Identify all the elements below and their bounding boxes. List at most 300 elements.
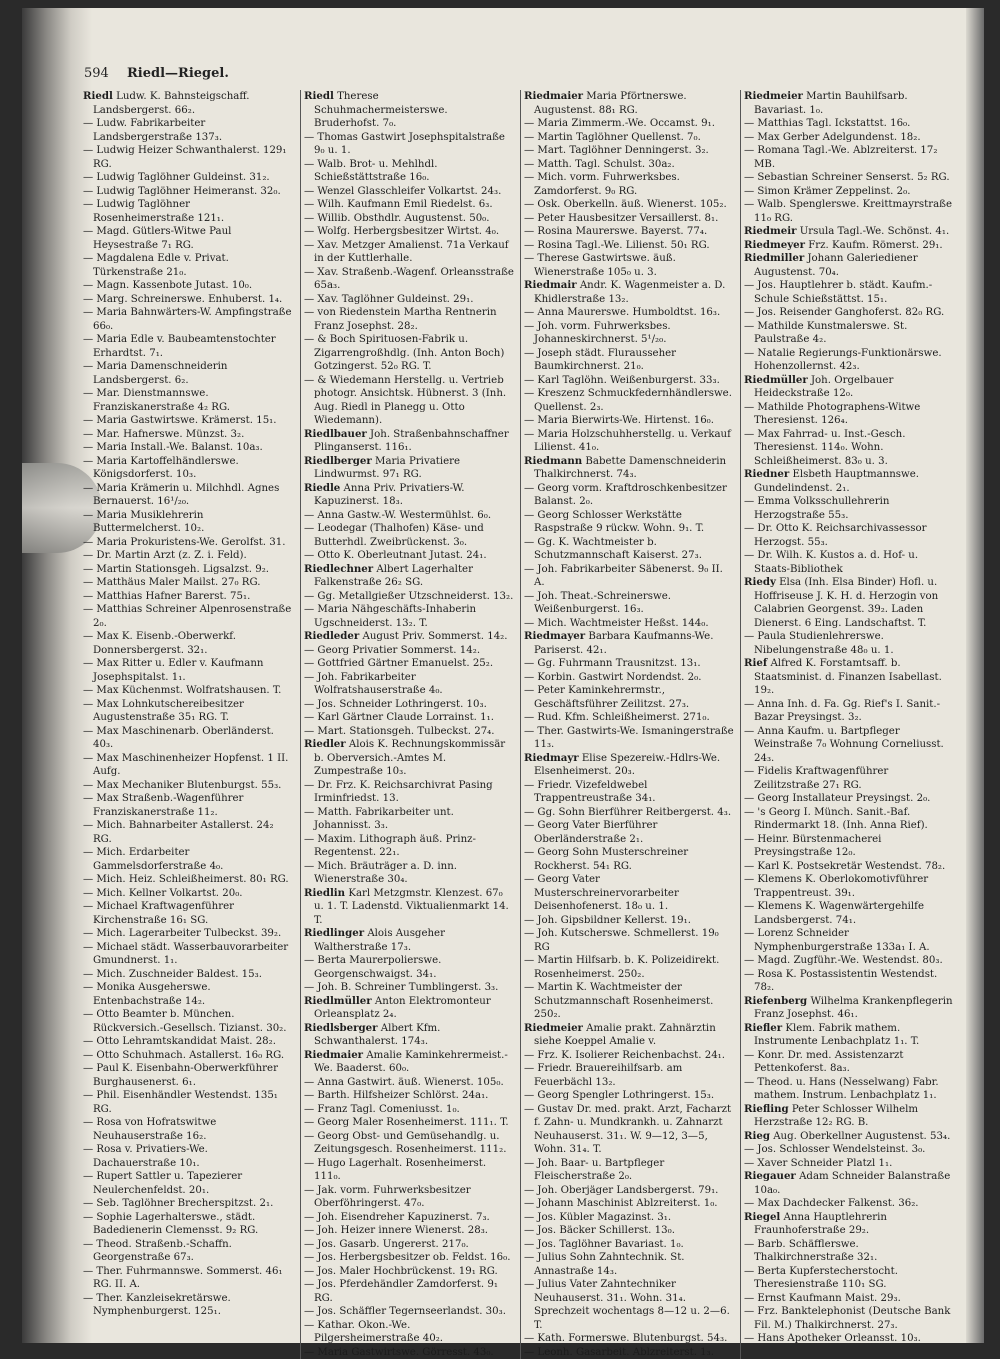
entry-text: — Gg. K. Wachtmeister b. Schutzmannschaft Kaiserst. 27₃. <box>524 537 702 562</box>
entry-text: — Joh. Gipsbildner Kellerst. 19₁. <box>524 915 691 926</box>
entry-surname: Riedlbauer <box>304 428 367 440</box>
directory-entry <box>304 158 514 185</box>
entry-text: — Mich. Bahnarbeiter Astallerst. 24₂ RG. <box>83 820 274 845</box>
directory-entry <box>304 239 514 266</box>
directory-entry <box>524 1332 734 1346</box>
entry-surname: Riedmeier <box>524 1022 583 1034</box>
entry-text: — Maria Zimmerm.-We. Occamst. 9₁. <box>524 118 715 129</box>
directory-entry <box>524 1197 734 1211</box>
directory-entry <box>83 1143 294 1170</box>
directory-entry <box>304 1089 514 1103</box>
directory-entry <box>83 171 294 185</box>
entry-text: — Martin K. Wachtmeister der Schutzmannschaft Rosenheimerst. 250₂. <box>524 982 713 1020</box>
entry-text: Adam Schneider Balanstraße 10a₀. <box>754 1171 950 1196</box>
entry-surname: Riedl <box>83 90 113 102</box>
entry-text: — Jos. Herbergsbesitzer ob. Feldst. 16₀. <box>304 1252 510 1263</box>
entry-text: Johann Galeriediener Augustenst. 70₄. <box>754 253 918 278</box>
entry-text: — Jos. Reisender Ganghoferst. 82₀ RG. <box>744 307 944 318</box>
directory-entry <box>304 1130 514 1157</box>
directory-entry <box>744 1305 954 1332</box>
entry-text: — Theod. u. Hans (Nesselwang) Fabr. mathem. Instrum. Lenbachplatz 1₁. <box>744 1077 939 1102</box>
entry-text: — Jos. Kübler Magazinst. 3₁. <box>524 1212 671 1223</box>
directory-entry <box>304 1211 514 1225</box>
directory-entry <box>524 684 734 711</box>
directory-entry <box>744 1238 954 1265</box>
entry-text: — Max Straßenb.-Wagenführer Franziskanerstraße 11₂. <box>83 793 243 818</box>
directory-entry <box>304 1265 514 1279</box>
entry-surname: Riedmaier <box>524 90 583 102</box>
entry-text: — Joh. Theat.-Schreinerswe. Weißenburgerst. 16₃. <box>524 591 671 616</box>
entry-text: Therese Schuhmachermeisterswe. Bruderhofst. 7₀. <box>314 91 448 129</box>
entry-text: — Xav. Straßenb.-Wagenf. Orleansstraße 65a₃. <box>304 267 514 292</box>
entry-text: — Jos. Hauptlehrer b. städt. Kaufm.-Schule Schießstättst. 15₁. <box>744 280 932 305</box>
entry-text: — Willib. Obsthdlr. Augustenst. 50₀. <box>304 213 490 224</box>
entry-text: — Peter Kaminkehrermstr., Geschäftsführer Zeilitzst. 27₃. <box>524 685 689 710</box>
entry-text: — Jos. Maler Hochbrückenst. 19₁ RG. <box>304 1266 498 1277</box>
entry-text: — Julius Vater Zahntechniker Neuhauserst. 31₁. Wohn. 31₄. Sprechzeit wochentags 8—12 u. 2—6. T. <box>524 1279 730 1331</box>
entry-text: — Max Mechaniker Blutenburgst. 55₃. <box>83 780 281 791</box>
entry-text: — Gustav Dr. med. prakt. Arzt, Facharzt f. Zahn- u. Mundkrankh. u. Zahnarzt Neuhauserst. 31₁. W. 9—12, 3—5, Wohn. 31₄. T. <box>524 1104 731 1156</box>
entry-text: — Magd. Zugführ.-We. Westendst. 80₃. <box>744 955 943 966</box>
directory-entry <box>83 306 294 333</box>
directory-entry <box>524 374 734 388</box>
entry-text: — Max K. Eisenb.-Oberwerkf. Donnersbergerst. 32₁. <box>83 631 236 656</box>
entry-surname: Riefenberg <box>744 995 807 1007</box>
directory-entry <box>304 549 514 563</box>
entry-text: — Max Gerber Adelgundenst. 18₂. <box>744 132 921 143</box>
directory-entry <box>304 185 514 199</box>
entry-text: — Jos. Schlosser Wendelsteinst. 3₀. <box>744 1144 925 1155</box>
directory-entry <box>304 1346 514 1359</box>
entry-text: — Ludw. Fabrikarbeiter Landsbergerstraße 137₃. <box>83 118 222 143</box>
entry-text: — Lorenz Schneider Nymphenburgerstraße 133a₁ I. A. <box>744 928 930 953</box>
entry-text: — Maria Gastwirtswe. Görresst. 43₀. <box>304 1347 494 1358</box>
directory-entry <box>524 1157 734 1184</box>
directory-entry <box>524 1238 734 1252</box>
page-title: Riedl—Riegel. <box>127 66 229 81</box>
directory-entry <box>524 846 734 873</box>
entry-text: — Dr. Martin Arzt (z. Z. i. Feld). <box>83 550 247 561</box>
entry-text: — Hans Apotheker Orleansst. 10₃. <box>744 1333 921 1344</box>
directory-entry <box>304 644 514 658</box>
entry-text: — Max Küchenmst. Wolfratshausen. T. <box>83 685 281 696</box>
directory-entry <box>744 860 954 874</box>
entry-text: — Jak. vorm. Fuhrwerksbesitzer Oberföhringerst. 47₀. <box>304 1185 471 1210</box>
entry-surname: Riedmayer <box>524 630 585 642</box>
entry-text: — Rosa v. Privatiers-We. Dachauerstraße 10₁. <box>83 1144 208 1169</box>
directory-entry <box>304 1184 514 1211</box>
entry-surname: Rief <box>744 657 767 669</box>
directory-entry <box>524 239 734 253</box>
directory-entry <box>304 293 514 307</box>
directory-entry <box>524 1022 734 1049</box>
directory-entry <box>744 1143 954 1157</box>
column-4 <box>740 90 954 1359</box>
directory-entry <box>744 549 954 576</box>
directory-entry <box>744 495 954 522</box>
entry-text: — Max Lohnkutschereibesitzer Augustenstraße 35₁ RG. T. <box>83 699 244 724</box>
entry-text: — Walb. Brot- u. Mehlhdl. Schießstättstraße 16₀. <box>304 159 438 184</box>
entry-text: — von Riedenstein Martha Rentnerin Franz Josephst. 28₂. <box>304 307 497 332</box>
entry-text: Anna Priv. Privatiers-W. Kapuzinerst. 18₃. <box>314 483 464 508</box>
entry-text: — Maria Nähgeschäfts-Inhaberin Ugschneiderst. 13₂. T. <box>304 604 476 629</box>
directory-entry <box>524 1184 734 1198</box>
directory-entry <box>524 1089 734 1103</box>
directory-entry <box>744 131 954 145</box>
directory-entry <box>524 954 734 981</box>
entry-text: — Maria Musiklehrerin Buttermelcherst. 10₂. <box>83 510 204 535</box>
directory-entry <box>83 927 294 941</box>
entry-text: Peter Schlosser Wilhelm Herzstraße 12₂ RG. B. <box>754 1104 918 1129</box>
entry-text: Joh. Straßenbahnschaffner Plinganserst. 116₁. <box>314 429 509 454</box>
entry-text: — Wilh. Kaufmann Emil Riedelst. 6₃. <box>304 199 493 210</box>
entry-text: August Priv. Sommerst. 14₂. <box>363 631 508 642</box>
entry-surname: Riefler <box>744 1022 782 1034</box>
directory-columns <box>80 90 954 1325</box>
directory-entry <box>744 873 954 900</box>
entry-text: — Anna Inh. d. Fa. Gg. Rief's I. Sanit.-Bazar Preysingst. 3₂. <box>744 699 940 724</box>
directory-entry <box>83 657 294 684</box>
directory-entry <box>304 833 514 860</box>
entry-text: Anton Elektromonteur Orleansplatz 2₄. <box>314 996 491 1021</box>
entry-surname: Riegauer <box>744 1170 796 1182</box>
entry-text: — Korbin. Gastwirt Nordendst. 2₀. <box>524 672 701 683</box>
directory-entry <box>744 522 954 549</box>
directory-entry <box>524 563 734 590</box>
entry-text: — Mar. Hafnerswe. Münzst. 3₂. <box>83 429 244 440</box>
directory-entry <box>744 239 954 253</box>
entry-surname: Riegel <box>744 1211 780 1223</box>
directory-entry <box>304 630 514 644</box>
entry-surname: Riedlsberger <box>304 1022 378 1034</box>
directory-entry <box>83 293 294 307</box>
directory-entry <box>83 1049 294 1063</box>
directory-entry <box>83 684 294 698</box>
entry-text: — Frz. K. Isolierer Reichenbachst. 24₁. <box>524 1050 725 1061</box>
entry-text: Barbara Kaufmanns-We. Pariserst. 42₁. <box>534 631 713 656</box>
entry-text: — Mich. Heiz. Schleißheimerst. 80₁ RG. <box>83 874 289 885</box>
entry-text: — Mich. Bräuträger a. D. inn. Wienerstraße 30₄. <box>304 861 457 886</box>
directory-entry <box>744 198 954 225</box>
directory-entry <box>304 306 514 333</box>
entry-text: — Sebastian Schreiner Senserst. 5₂ RG. <box>744 172 950 183</box>
entry-text: — Rupert Sattler u. Tapezierer Neulerchenfeldst. 20₁. <box>83 1171 242 1196</box>
column-2 <box>300 90 514 1359</box>
directory-entry <box>304 1238 514 1252</box>
entry-surname: Riedl <box>304 90 334 102</box>
directory-entry <box>524 198 734 212</box>
entry-surname: Riedlechner <box>304 563 373 575</box>
entry-text: — Anna Gastw.-W. Westermühlst. 6₀. <box>304 510 491 521</box>
entry-text: — Leodegar (Thalhofen) Käse- und Butterhdl. Zweibrückenst. 3₀. <box>304 523 484 548</box>
directory-entry <box>524 1224 734 1238</box>
directory-entry <box>83 752 294 779</box>
directory-entry <box>83 1035 294 1049</box>
directory-entry <box>524 671 734 685</box>
directory-entry <box>744 252 954 279</box>
entry-text: — Mich. vorm. Fuhrwerksbes. Zamdorferst. 9₀ RG. <box>524 172 680 197</box>
entry-text: Anna Hauptlehrerin Fraunhoferstraße 29₂. <box>754 1212 887 1237</box>
entry-text: — Georg Vater Musterschreinervorarbeiter Deisenhofenerst. 18₀ u. 1. <box>524 874 679 912</box>
entry-text: — Georg Installateur Preysingst. 2₀. <box>744 793 930 804</box>
entry-text: — Ther. Gastwirts-We. Ismaningerstraße 11₃. <box>524 726 734 751</box>
entry-text: — Michael städt. Wasserbauvorarbeiter Gmundnerst. 1₁. <box>83 942 288 967</box>
directory-entry <box>83 117 294 144</box>
entry-text: — Max Maschinenarb. Oberländerst. 40₃. <box>83 726 274 751</box>
directory-entry <box>304 225 514 239</box>
directory-entry <box>304 374 514 428</box>
entry-text: — Maria Holzschuhherstellg. u. Verkauf Lilienst. 41₀. <box>524 429 731 454</box>
entry-text: — Joh. Fabrikarbeiter Säbenerst. 9₀ II. A. <box>524 564 723 589</box>
entry-text: — Dr. Wilh. K. Kustos a. d. Hof- u. Staats-Bibliothek <box>744 550 918 575</box>
directory-entry <box>744 1170 954 1197</box>
directory-entry <box>744 428 954 469</box>
page-number: 594 <box>84 66 109 81</box>
directory-entry <box>304 198 514 212</box>
entry-text: — Frz. Banktelephonist (Deutsche Bank Fil. M.) Thalkirchnerst. 27₃. <box>744 1306 950 1331</box>
entry-text: Joh. Orgelbauer Heideckstraße 12₀. <box>754 375 893 400</box>
entry-text: — Mathilde Kunstmalerswe. St. Paulstraße 4₂. <box>744 321 907 346</box>
entry-text: — Fidelis Kraftwagenführer Zeilitzstraße 27₁ RG. <box>744 766 888 791</box>
page-edge <box>966 8 984 1343</box>
directory-entry <box>524 428 734 455</box>
entry-surname: Riedmeier <box>744 90 803 102</box>
entry-text: — Joh. B. Schreiner Tumblingerst. 3₃. <box>304 982 498 993</box>
entry-text: — Konr. Dr. med. Assistenzarzt Pettenkoferst. 8a₃. <box>744 1050 904 1075</box>
entry-text: — Magdalena Edle v. Privat. Türkenstraße 21₀. <box>83 253 229 278</box>
entry-text: Albert Lagerhalter Falkenstraße 26₂ SG. <box>314 564 473 589</box>
directory-entry <box>304 860 514 887</box>
directory-entry <box>744 765 954 792</box>
directory-entry <box>524 117 734 131</box>
directory-entry <box>744 1157 954 1171</box>
directory-entry <box>524 657 734 671</box>
entry-text: — Matthias Schreiner Alpenrosenstraße 2₀. <box>83 604 291 629</box>
directory-entry <box>744 185 954 199</box>
directory-entry <box>744 806 954 833</box>
entry-text: — Martin Stationsgeh. Ligsalzst. 9₂. <box>83 564 269 575</box>
directory-entry <box>304 428 514 455</box>
entry-text: — Mathilde Photographens-Witwe Theresienst. 126₄. <box>744 402 920 427</box>
entry-text: — Mart. Taglöhner Denningerst. 3₂. <box>524 145 709 156</box>
directory-entry <box>83 1116 294 1143</box>
directory-entry <box>744 279 954 306</box>
directory-entry <box>524 779 734 806</box>
directory-entry <box>524 279 734 306</box>
entry-text: Elsbeth Hauptmannswe. Gundelindenst. 2₁. <box>754 469 919 494</box>
entry-text: — Max Ritter u. Edler v. Kaufmann Josephspitalst. 1₁. <box>83 658 263 683</box>
directory-entry <box>524 144 734 158</box>
entry-text: — Berta Maurerpolierswe. Georgenschwaigst. 34₁. <box>304 955 441 980</box>
entry-surname: Riedmiller <box>744 252 804 264</box>
directory-entry <box>83 887 294 901</box>
directory-entry <box>744 144 954 171</box>
directory-entry <box>744 468 954 495</box>
entry-surname: Riedlmüller <box>304 995 372 1007</box>
directory-entry <box>304 1224 514 1238</box>
entry-text: — Sophie Lagerhalterswe., städt. Badedienerin Clemensst. 9₂ RG. <box>83 1212 258 1237</box>
entry-text: — Hugo Lagerhalt. Rosenheimerst. 111₀. <box>304 1158 486 1183</box>
directory-entry <box>524 1103 734 1157</box>
directory-entry <box>744 306 954 320</box>
entry-text: — Georg Schlosser Werkstätte Raspstraße 9 rückw. Wohn. 9₁. T. <box>524 510 704 535</box>
directory-entry <box>83 792 294 819</box>
entry-text: — Rosa K. Postassistentin Westendst. 78₂. <box>744 969 937 994</box>
page-header <box>84 66 944 90</box>
entry-text: — Karl Taglöhn. Weißenburgerst. 33₃. <box>524 375 720 386</box>
entry-text: — Maria Kartoffelhändlerswe. Königsdorferst. 10₃. <box>83 456 239 481</box>
directory-entry <box>744 1292 954 1306</box>
entry-text: — 's Georg I. Münch. Sanit.-Baf. Rindermarkt 18. (Inh. Anna Rief). <box>744 807 928 832</box>
entry-text: — Therese Gastwirtswe. äuß. Wienerstraße 105₀ u. 3. <box>524 253 676 278</box>
directory-entry <box>744 225 954 239</box>
directory-entry <box>83 968 294 982</box>
entry-text: — Kathar. Okon.-We. Pilgersheimerstraße 40₂. <box>304 1320 443 1345</box>
entry-text: Ludw. K. Bahnsteigschaff. Landsbergerst. 66₂. <box>93 91 249 116</box>
entry-text: Elise Spezereiw.-Hdlrs-We. Elsenheimerst. 20₃. <box>534 753 720 778</box>
entry-text: — Michael Kraftwagenführer Kirchenstraße 16₁ SG. <box>83 901 234 926</box>
directory-entry <box>524 981 734 1022</box>
entry-surname: Riedlin <box>304 887 345 899</box>
directory-entry <box>83 360 294 387</box>
directory-entry <box>304 212 514 226</box>
directory-entry <box>524 590 734 617</box>
directory-entry <box>744 1211 954 1238</box>
entry-text: — Joh. Eisendreher Kapuzinerst. 7₃. <box>304 1212 490 1223</box>
directory-entry <box>744 576 954 630</box>
entry-surname: Riedmann <box>524 455 582 467</box>
entry-surname: Riedlberger <box>304 455 372 467</box>
entry-text: — Joh. Heizer innere Wienerst. 28₃. <box>304 1225 488 1236</box>
directory-entry <box>744 995 954 1022</box>
entry-text: — Xaver Schneider Platzl 1₁. <box>744 1158 892 1169</box>
entry-text: — Klemens K. Oberlokomotivführer Trappentreust. 39₁. <box>744 874 928 899</box>
directory-entry <box>83 387 294 414</box>
entry-text: — Mar. Dienstmannswe. Franziskanerstraße 4₂ RG. <box>83 388 230 413</box>
entry-text: — Paul K. Eisenbahn-Oberwerkführer Burghausenerst. 6₁. <box>83 1063 278 1088</box>
entry-surname: Riedner <box>744 468 789 480</box>
entry-text: Alois Ausgeher Waltherstraße 17₃. <box>314 928 445 953</box>
directory-entry <box>83 630 294 657</box>
directory-entry <box>83 563 294 577</box>
directory-entry <box>83 536 294 550</box>
entry-text: — Ludwig Taglöhner Rosenheimerstraße 121₁. <box>83 199 224 224</box>
entry-text: — Ludwig Taglöhner Heimeranst. 32₀. <box>83 186 281 197</box>
entry-text: — Ludwig Heizer Schwanthalerst. 129₁ RG. <box>83 145 287 170</box>
directory-entry <box>304 1157 514 1184</box>
directory-entry <box>304 954 514 981</box>
entry-text: — Maria Gastwirtswe. Krämerst. 15₁. <box>83 415 277 426</box>
entry-surname: Riedler <box>304 738 346 750</box>
entry-text: — Joh. vorm. Fuhrwerksbes. Johanneskirchnerst. 5¹/₂₀. <box>524 321 671 346</box>
directory-entry <box>524 90 734 117</box>
directory-entry <box>524 387 734 414</box>
directory-entry <box>524 171 734 198</box>
entry-text: — Magn. Kassenbote Jutast. 10₀. <box>83 280 252 291</box>
directory-entry <box>304 131 514 158</box>
directory-entry <box>83 279 294 293</box>
entry-text: Maria Pförtnerswe. Augustenst. 88₁ RG. <box>534 91 687 116</box>
entry-text: — Mich. Lagerarbeiter Tulbeckst. 39₂. <box>83 928 281 939</box>
entry-text: — Emma Volksschullehrerin Herzogstraße 55₃. <box>744 496 889 521</box>
entry-text: — Anna Gastwirt. äuß. Wienerst. 105₀. <box>304 1077 504 1088</box>
entry-text: — Barb. Schäfflerswe. Thalkirchnerstraße 32₁. <box>744 1239 877 1264</box>
directory-entry <box>744 792 954 806</box>
entry-surname: Riedmeir <box>744 225 796 237</box>
entry-text: Aug. Oberkellner Augustenst. 53₄. <box>773 1131 950 1142</box>
directory-page <box>22 8 984 1343</box>
entry-text: — Anna Maurerswe. Humboldtst. 16₃. <box>524 307 720 318</box>
entry-text: — Maria Bahnwärters-W. Ampfingstraße 66₀. <box>83 307 292 332</box>
directory-entry <box>83 198 294 225</box>
entry-text: — Friedr. Vizefeldwebel Trappentreustraße 34₁. <box>524 780 656 805</box>
entry-text: — Barth. Hilfsheizer Schlörst. 24a₁. <box>304 1090 488 1101</box>
directory-entry <box>744 698 954 725</box>
directory-entry <box>304 90 514 131</box>
directory-entry <box>524 320 734 347</box>
entry-text: — Mich. Erdarbeiter Gammelsdorferstraße 4₀. <box>83 847 223 872</box>
directory-entry <box>83 873 294 887</box>
entry-text: — Georg vorm. Kraftdroschkenbesitzer Balanst. 2₀. <box>524 483 727 508</box>
directory-entry <box>304 522 514 549</box>
directory-entry <box>744 1265 954 1292</box>
directory-entry <box>524 1211 734 1225</box>
entry-text: Karl Metzgmstr. Klenzest. 67₀ u. 1. T. Ladenstd. Viktualienmarkt 14. T. <box>314 888 509 926</box>
entry-text: — Jos. Taglöhner Bavariast. 1₀. <box>524 1239 684 1250</box>
directory-entry <box>83 90 294 117</box>
directory-entry <box>524 873 734 914</box>
entry-surname: Riedmair <box>524 279 577 291</box>
directory-entry <box>304 333 514 374</box>
entry-text: — Matthias Tagl. Ickstattst. 16₀. <box>744 118 910 129</box>
entry-text: Babette Damenschneiderin Thalkirchnerst. 74₃. <box>534 456 726 481</box>
entry-text: Andr. K. Wagenmeister a. D. Khidlerstraße 13₂. <box>534 280 725 305</box>
entry-text: — Maria Damenschneiderin Landsbergerst. 6₂. <box>83 361 227 386</box>
directory-entry <box>83 144 294 171</box>
directory-entry <box>83 1197 294 1211</box>
directory-entry <box>744 657 954 698</box>
entry-text: — Leonh. Gasarbeit. Ablzreiterst. 1₃. <box>524 1347 714 1358</box>
entry-text: — Georg Privatier Sommerst. 14₂. <box>304 645 480 656</box>
entry-text: — Jos. Schäffler Tegernseerlandst. 30₃. <box>304 1306 506 1317</box>
entry-surname: Riefling <box>744 1103 789 1115</box>
entry-text: — Jos. Gasarb. Ungererst. 217₀. <box>304 1239 469 1250</box>
directory-entry <box>83 1238 294 1265</box>
entry-text: — Joh. Oberjäger Landsbergerst. 79₁. <box>524 1185 718 1196</box>
directory-entry <box>83 779 294 793</box>
entry-text: — Rosina Tagl.-We. Lilienst. 50₁ RG. <box>524 240 710 251</box>
directory-entry <box>524 1346 734 1359</box>
entry-text: — Otto Schuhmach. Astallerst. 16₀ RG. <box>83 1050 284 1061</box>
directory-entry <box>83 1211 294 1238</box>
directory-entry <box>524 1251 734 1278</box>
directory-entry <box>524 725 734 752</box>
entry-text: — Ther. Fuhrmannswe. Sommerst. 46₁ RG. II. A. <box>83 1266 283 1291</box>
directory-entry <box>83 428 294 442</box>
directory-entry <box>304 725 514 739</box>
directory-entry <box>304 509 514 523</box>
entry-text: — Berta Kupferstecherstocht. Theresienstraße 110₁ SG. <box>744 1266 898 1291</box>
directory-entry <box>744 320 954 347</box>
directory-entry <box>744 968 954 995</box>
entry-text: — Xav. Taglöhner Guldeinst. 29₁. <box>304 294 473 305</box>
directory-entry <box>524 414 734 428</box>
entry-text: — Seb. Taglöhner Brecherspitzst. 2₁. <box>83 1198 273 1209</box>
directory-entry <box>524 306 734 320</box>
entry-surname: Riedmeyer <box>744 239 805 251</box>
entry-text: — Ludwig Taglöhner Guldeinst. 31₂. <box>83 172 270 183</box>
entry-text: Alfred K. Forstamtsaff. b. Staatsminist. d. Finanzen Isabellast. 19₂. <box>754 658 942 696</box>
